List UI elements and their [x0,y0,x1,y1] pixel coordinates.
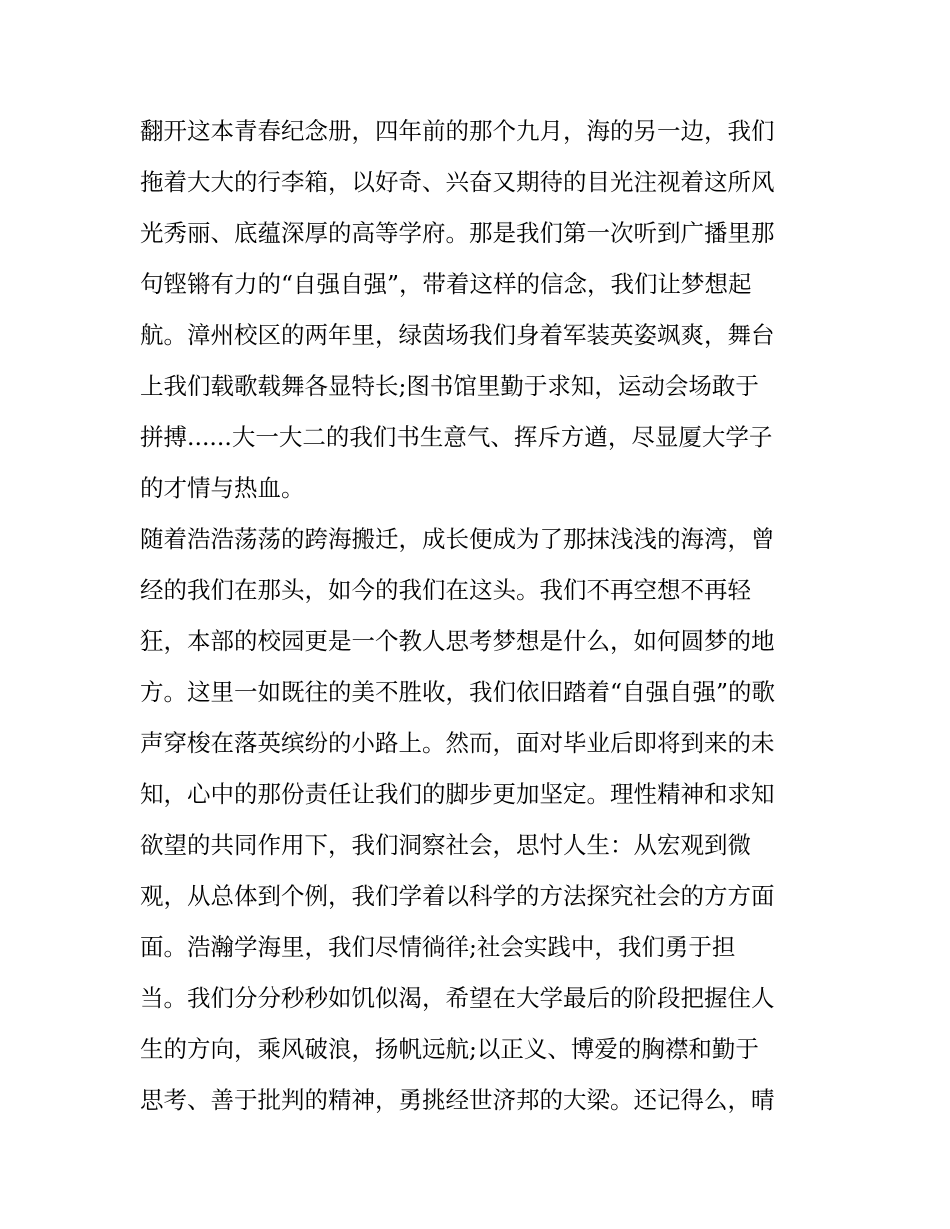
text-line: 欲望的共同作用下，我们洞察社会，思忖人生：从宏观到微 [140,831,751,859]
text-line: 面。浩瀚学海里，我们尽情徜徉;社会实践中，我们勇于担 [140,933,736,961]
text-line: 狂，本部的校园更是一个教人思考梦想是什么，如何圆梦的地 [140,627,775,655]
text-line: 生的方向，乘风破浪，扬帆远航;以正义、博爱的胸襟和勤于 [140,1035,759,1063]
text-line: 方。这里一如既往的美不胜收，我们依旧踏着“自强自强”的歌 [140,678,776,706]
text-line: 思考、善于批判的精神，勇挑经世济邦的大梁。还记得么，晴 [140,1086,775,1114]
text-line: 观，从总体到个例，我们学着以科学的方法探究社会的方方面 [140,882,775,910]
text-line: 光秀丽、底蕴深厚的高等学府。那是我们第一次听到广播里那 [140,219,775,247]
text-line: 知，心中的那份责任让我们的脚步更加坚定。理性精神和求知 [140,780,775,808]
text-line: 当。我们分分秒秒如饥似渴，希望在大学最后的阶段把握住人 [140,984,775,1012]
text-line: 拼搏......大一大二的我们书生意气、挥斥方遒，尽显厦大学子 [140,423,773,451]
text-line: 声穿梭在落英缤纷的小路上。然而，面对毕业后即将到来的未 [140,729,775,757]
text-line: 的才情与热血。 [140,474,305,502]
text-line: 上我们载歌载舞各显特长;图书馆里勤于求知，运动会场敢于 [140,372,759,400]
text-line: 翻开这本青春纪念册，四年前的那个九月，海的另一边，我们 [140,117,775,145]
text-line: 航。漳州校区的两年里，绿茵场我们身着军装英姿飒爽，舞台 [140,321,775,349]
text-line: 拖着大大的行李箱，以好奇、兴奋又期待的目光注视着这所风 [140,168,775,196]
text-line: 经的我们在那头，如今的我们在这头。我们不再空想不再轻 [140,576,751,604]
body-text [140,106,830,1126]
text-line: 句铿锵有力的“自强自强”，带着这样的信念，我们让梦想起 [140,270,752,298]
text-line: 随着浩浩荡荡的跨海搬迁，成长便成为了那抹浅浅的海湾，曾 [140,525,775,553]
